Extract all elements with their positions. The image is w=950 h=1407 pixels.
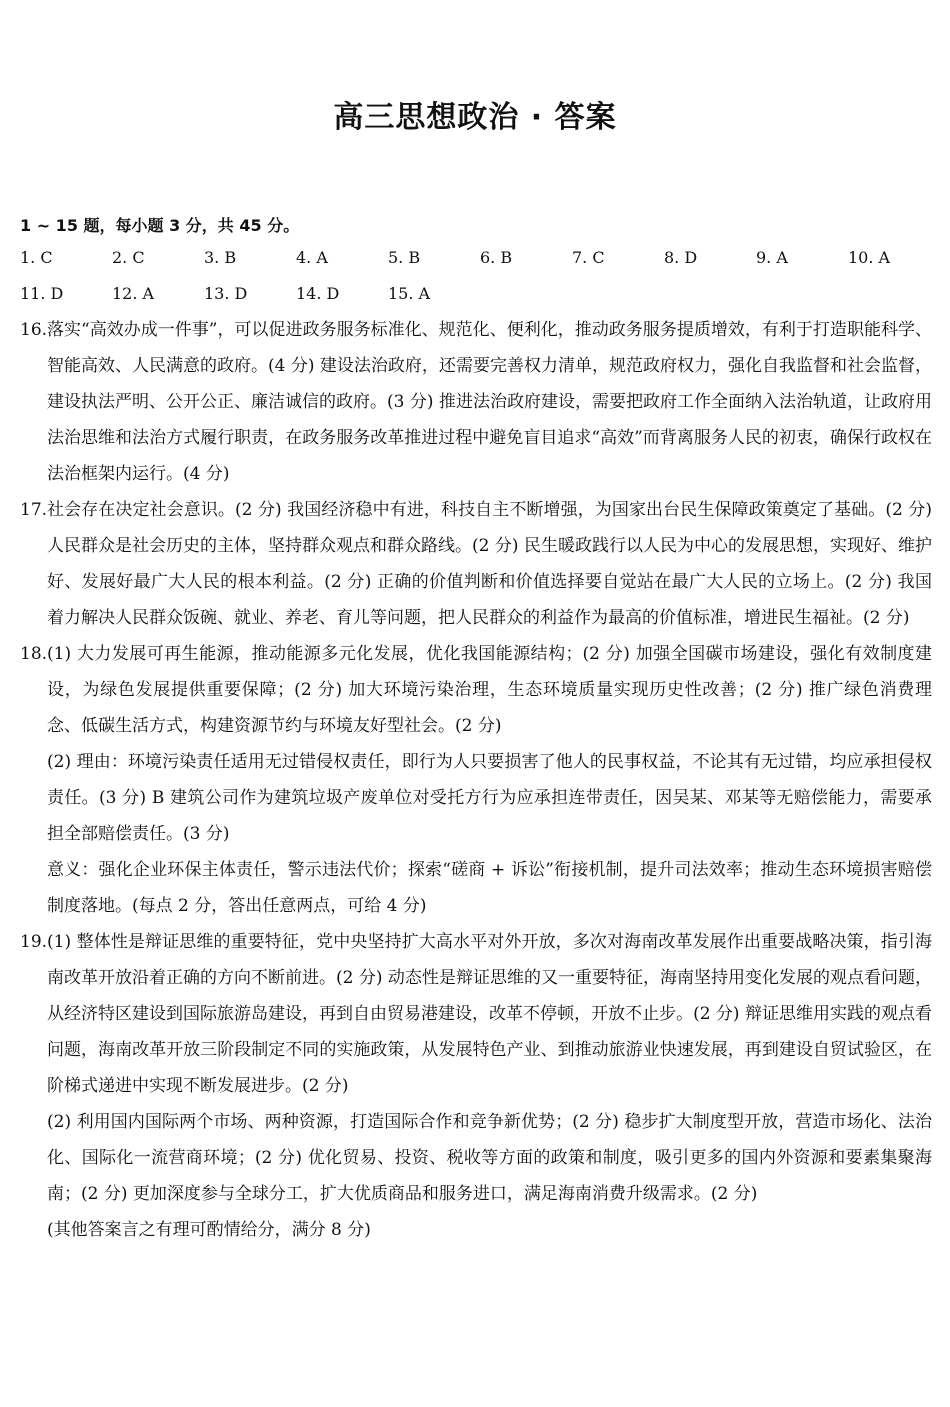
mc-answer: 5. B [388,248,421,267]
mc-answer: 7. C [572,248,605,267]
answer-paragraph: (1) 整体性是辩证思维的重要特征，党中央坚持扩大高水平对外开放，多次对海南改革发展作出重要战略决策，指引海南改革开放沿着正确的方向不断前进。(2 分) 动态性是辩证思维的又一重要特征，海南坚持用变化发展的观点看问题，从经济特区建设到国际旅游岛建设，再到自由贸易港建设，改革不停顿，开放不止步。(2 分) 辩证思维用实践的观点看问题，海南改革开放三阶段制定不同的实施政策，从发展特色产业、到推动旅游业快速发展，再到建设自贸试验区，在阶梯式递进中实现不断发展进步。(2 分) [47,932,932,1096]
question-answer-body [47,492,932,636]
question-number: 17. [20,500,48,520]
mc-answer-grid [20,240,932,312]
mc-answer: 13. D [204,284,248,303]
mc-answer: 11. D [20,284,64,303]
question-number: 19. [20,932,48,952]
answer-paragraph: 意义：强化企业环保主体责任，警示违法代价；探索“磋商 + 诉讼”衔接机制，提升司法效率；推动生态环境损害赔偿制度落地。(每点 2 分，答出任意两点，可给 4 分) [47,860,932,916]
answer-paragraph: 落实“高效办成一件事”，可以促进政务服务标准化、规范化、便利化，推动政务服务提质增效，有利于打造职能科学、智能高效、人民满意的政府。(4 分) 建设法治政府，还需要完善权力清单，规范政府权力，强化自我监督和社会监督，建设执法严明、公开公正、廉洁诚信的政府。(3 分) 推进法治政府建设，需要把政府工作全面纳入法治轨道，让政府用法治思维和法治方式履行职责，在政务服务改革推进过程中避免盲目追求“高效”而背离服务人民的初衷，确保行政权在法治框架内运行。(4 分) [47,320,932,484]
subjective-answers [20,312,932,1248]
question-answer-body [47,312,932,492]
answer-paragraph: (2) 利用国内国际两个市场、两种资源，打造国际合作和竞争新优势；(2 分) 稳步扩大制度型开放，营造市场化、法治化、国际化一流营商环境；(2 分) 优化贸易、投资、税收等方面的政策和制度，吸引更多的国内外资源和要素集聚海南；(2 分) 更加深度参与全球分工，扩大优质商品和服务进口，满足海南消费升级需求。(2 分) [47,1112,932,1204]
question-answer-17 [20,492,932,636]
mc-answer: 4. A [296,248,328,267]
mc-answer: 8. D [664,248,698,267]
answer-content [20,212,932,1248]
mc-answer: 3. B [204,248,237,267]
mc-answer: 2. C [112,248,145,267]
mc-answer: 10. A [848,248,891,267]
mc-answer: 6. B [480,248,513,267]
question-answer-16 [20,312,932,492]
answer-paragraph: (1) 大力发展可再生能源，推动能源多元化发展，优化我国能源结构；(2 分) 加强全国碳市场建设，强化有效制度建设，为绿色发展提供重要保障；(2 分) 加大环境污染治理，生态环境质量实现历史性改善；(2 分) 推广绿色消费理念、低碳生活方式，构建资源节约与环境友好型社会。(2 分) [47,644,932,736]
question-number: 18. [20,644,48,664]
mc-instructions: 1 ~ 15 题，每小题 3 分，共 45 分。 [20,216,300,235]
mc-answer-row [20,240,932,276]
mc-answer: 15. A [388,284,431,303]
mc-answer: 1. C [20,248,53,267]
answer-paragraph: (2) 理由：环境污染责任适用无过错侵权责任，即行为人只要损害了他人的民事权益，不论其有无过错，均应承担侵权责任。(3 分) B 建筑公司作为建筑垃圾产废单位对受托方行为应承担连带责任，因吴某、邓某等无赔偿能力，需要承担全部赔偿责任。(3 分) [47,752,932,844]
answer-paragraph: 社会存在决定社会意识。(2 分) 我国经济稳中有进，科技自主不断增强，为国家出台民生保障政策奠定了基础。(2 分) 人民群众是社会历史的主体，坚持群众观点和群众路线。(2 分) 民生暖政践行以人民为中心的发展思想，实现好、维护好、发展好最广大人民的根本利益。(2 分) 正确的价值判断和价值选择要自觉站在最广大人民的立场上。(2 分) 我国着力解决人民群众饭碗、就业、养老、育儿等问题，把人民群众的利益作为最高的价值标准，增进民生福祉。(2 分) [47,500,932,628]
mc-answer: 12. A [112,284,155,303]
question-answer-18 [20,636,932,924]
question-answer-body [47,924,932,1248]
mc-answer: 9. A [756,248,788,267]
page-title: 高三思想政治 · 答案 [333,100,617,135]
question-answer-body [47,636,932,924]
answer-paragraph: (其他答案言之有理可酌情给分，满分 8 分) [47,1220,371,1240]
question-answer-19 [20,924,932,1248]
question-number: 16. [20,320,48,340]
mc-answer-row [20,276,932,312]
mc-answer: 14. D [296,284,340,303]
